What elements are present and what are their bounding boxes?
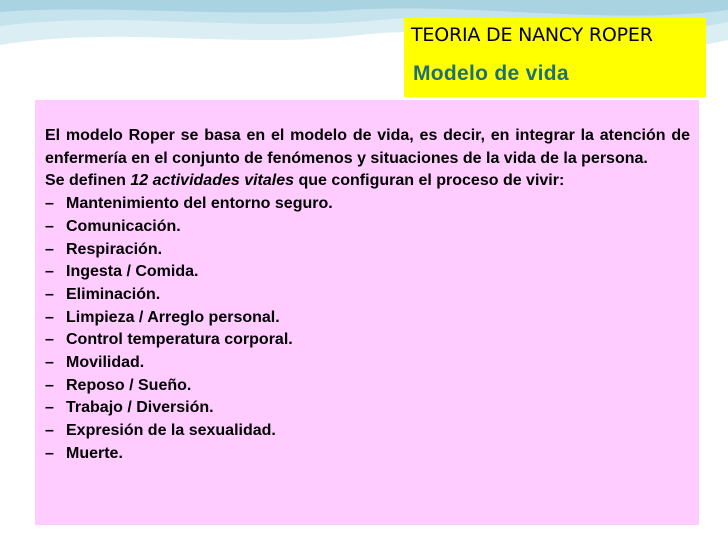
bullet-dash: – [45, 399, 54, 417]
activities-list [45, 193, 690, 465]
bullet-dash: – [45, 263, 54, 281]
bullet-dash: – [45, 240, 54, 258]
activity-label: Limpieza / Arreglo personal. [66, 308, 280, 326]
bullet-dash: – [45, 308, 54, 326]
activity-label: Respiración. [66, 240, 163, 258]
bullet-dash: – [45, 354, 54, 372]
list-item [45, 216, 690, 239]
activity-label: Ingesta / Comida. [66, 263, 199, 281]
activities-intro-start: Se definen [45, 172, 131, 190]
activities-intro-end: que configuran el proceso de vivir: [294, 172, 565, 190]
list-item [45, 352, 690, 375]
list-item [45, 443, 690, 466]
activity-label: Trabajo / Diversión. [66, 399, 214, 417]
list-item [45, 239, 690, 262]
activities-intro [45, 170, 690, 193]
activity-label: Comunicación. [66, 217, 181, 235]
list-item [45, 420, 690, 443]
activity-label: Expresión de la sexualidad. [66, 422, 276, 440]
activity-label: Movilidad. [66, 354, 145, 372]
list-item [45, 261, 690, 284]
activity-label: Eliminación. [66, 285, 161, 303]
content-text [45, 125, 690, 466]
activity-label: Mantenimiento del entorno seguro. [66, 195, 333, 213]
bullet-dash: – [45, 422, 54, 440]
list-item [45, 329, 690, 352]
slide-subtitle: Modelo de vida [413, 62, 569, 85]
list-item [45, 375, 690, 398]
intro-paragraph: El modelo Roper se basa en el modelo de vida, es decir, en integrar la atención de enfermería en el conjunto de fenómenos y situaciones de la vida de la persona. [45, 127, 690, 167]
bullet-dash: – [45, 444, 54, 462]
bullet-dash: – [45, 376, 54, 394]
slide-title: TEORIA DE NANCY ROPER [411, 24, 653, 46]
activity-label: Reposo / Sueño. [66, 376, 192, 394]
activity-label: Control temperatura corporal. [66, 331, 293, 349]
list-item [45, 284, 690, 307]
bullet-dash: – [45, 285, 54, 303]
bullet-dash: – [45, 331, 54, 349]
list-item [45, 397, 690, 420]
activity-label: Muerte. [66, 444, 123, 462]
bullet-dash: – [45, 195, 54, 213]
list-item [45, 193, 690, 216]
bullet-dash: – [45, 217, 54, 235]
list-item [45, 307, 690, 330]
activities-intro-emphasis: 12 actividades vitales [130, 172, 295, 190]
